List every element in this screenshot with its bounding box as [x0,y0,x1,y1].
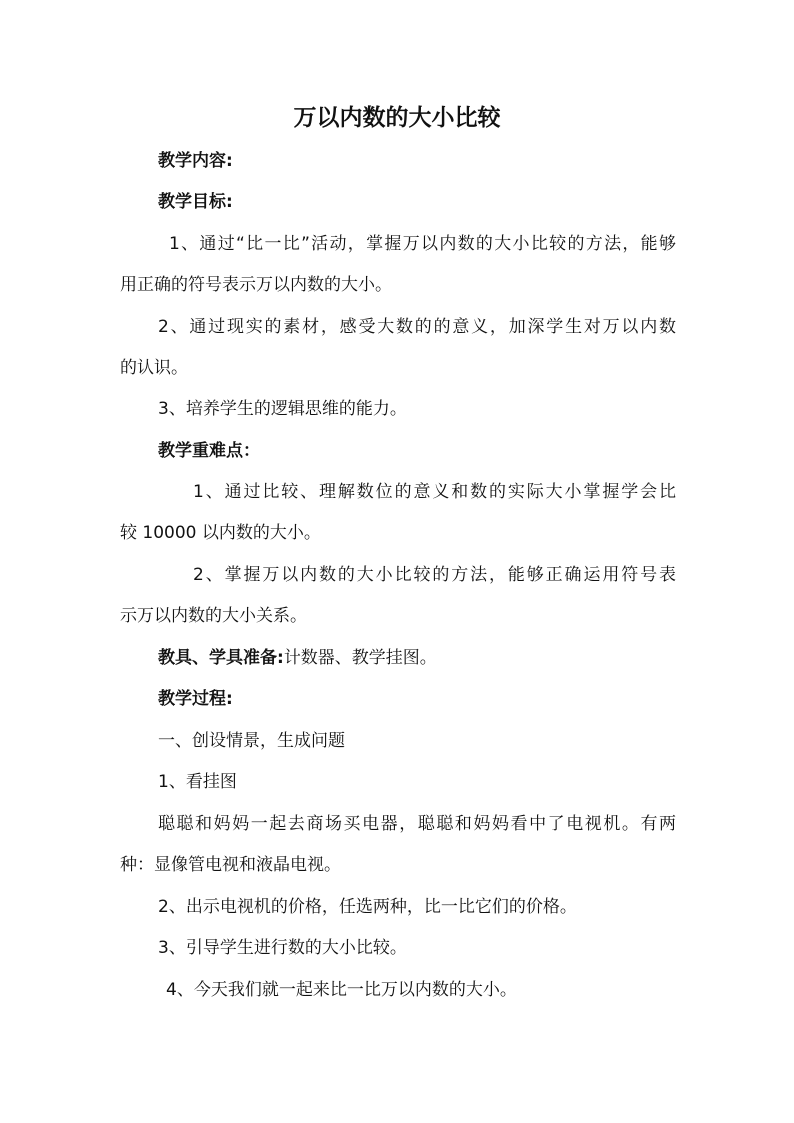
key-point-1-line-1: 1、通过比较、理解数位的意义和数的实际大小掌握学会比 [193,482,676,502]
objective-3: 3、培养学生的逻辑思维的能力。 [158,399,407,419]
materials-line [158,647,437,669]
objective-1-line-1: 1、通过“比一比”活动，掌握万以内数的大小比较的方法，能够 [169,234,676,254]
objective-2-line-2: 的认识。 [120,358,188,378]
key-point-2-line-1: 2、掌握万以内数的大小比较的方法，能够正确运用符号表 [193,565,676,585]
objectives-heading: 教学目标: [158,192,233,212]
key-point-2-line-2: 示万以内数的大小关系。 [120,606,307,626]
document-title: 万以内数的大小比较 [293,104,501,131]
step-3: 3、引导学生进行数的大小比较。 [158,938,407,958]
objective-2-line-1: 2、通过现实的素材，感受大数的的意义，加深学生对万以内数 [158,317,676,337]
key-point-1-line-2: 较 10000 以内数的大小。 [120,523,321,543]
materials-value: 计数器、教学挂图。 [283,648,437,668]
objective-1-line-2: 用正确的符号表示万以内数的大小。 [120,275,392,295]
step-4: 4、今天我们就一起来比一比万以内数的大小。 [166,980,517,1000]
step-1: 1、看挂图 [158,772,237,792]
story-line-2: 种：显像管电视和液晶电视。 [120,855,341,875]
content-heading: 教学内容: [158,151,233,171]
section-1-heading: 一、创设情景，生成问题 [158,731,345,751]
key-points-heading: 教学重难点： [158,441,260,461]
materials-label: 教具、学具准备: [158,648,284,668]
process-heading: 教学过程: [158,689,233,709]
step-2: 2、出示电视机的价格，任选两种，比一比它们的价格。 [158,897,577,917]
story-line-1: 聪聪和妈妈一起去商场买电器，聪聪和妈妈看中了电视机。有两 [158,814,676,834]
